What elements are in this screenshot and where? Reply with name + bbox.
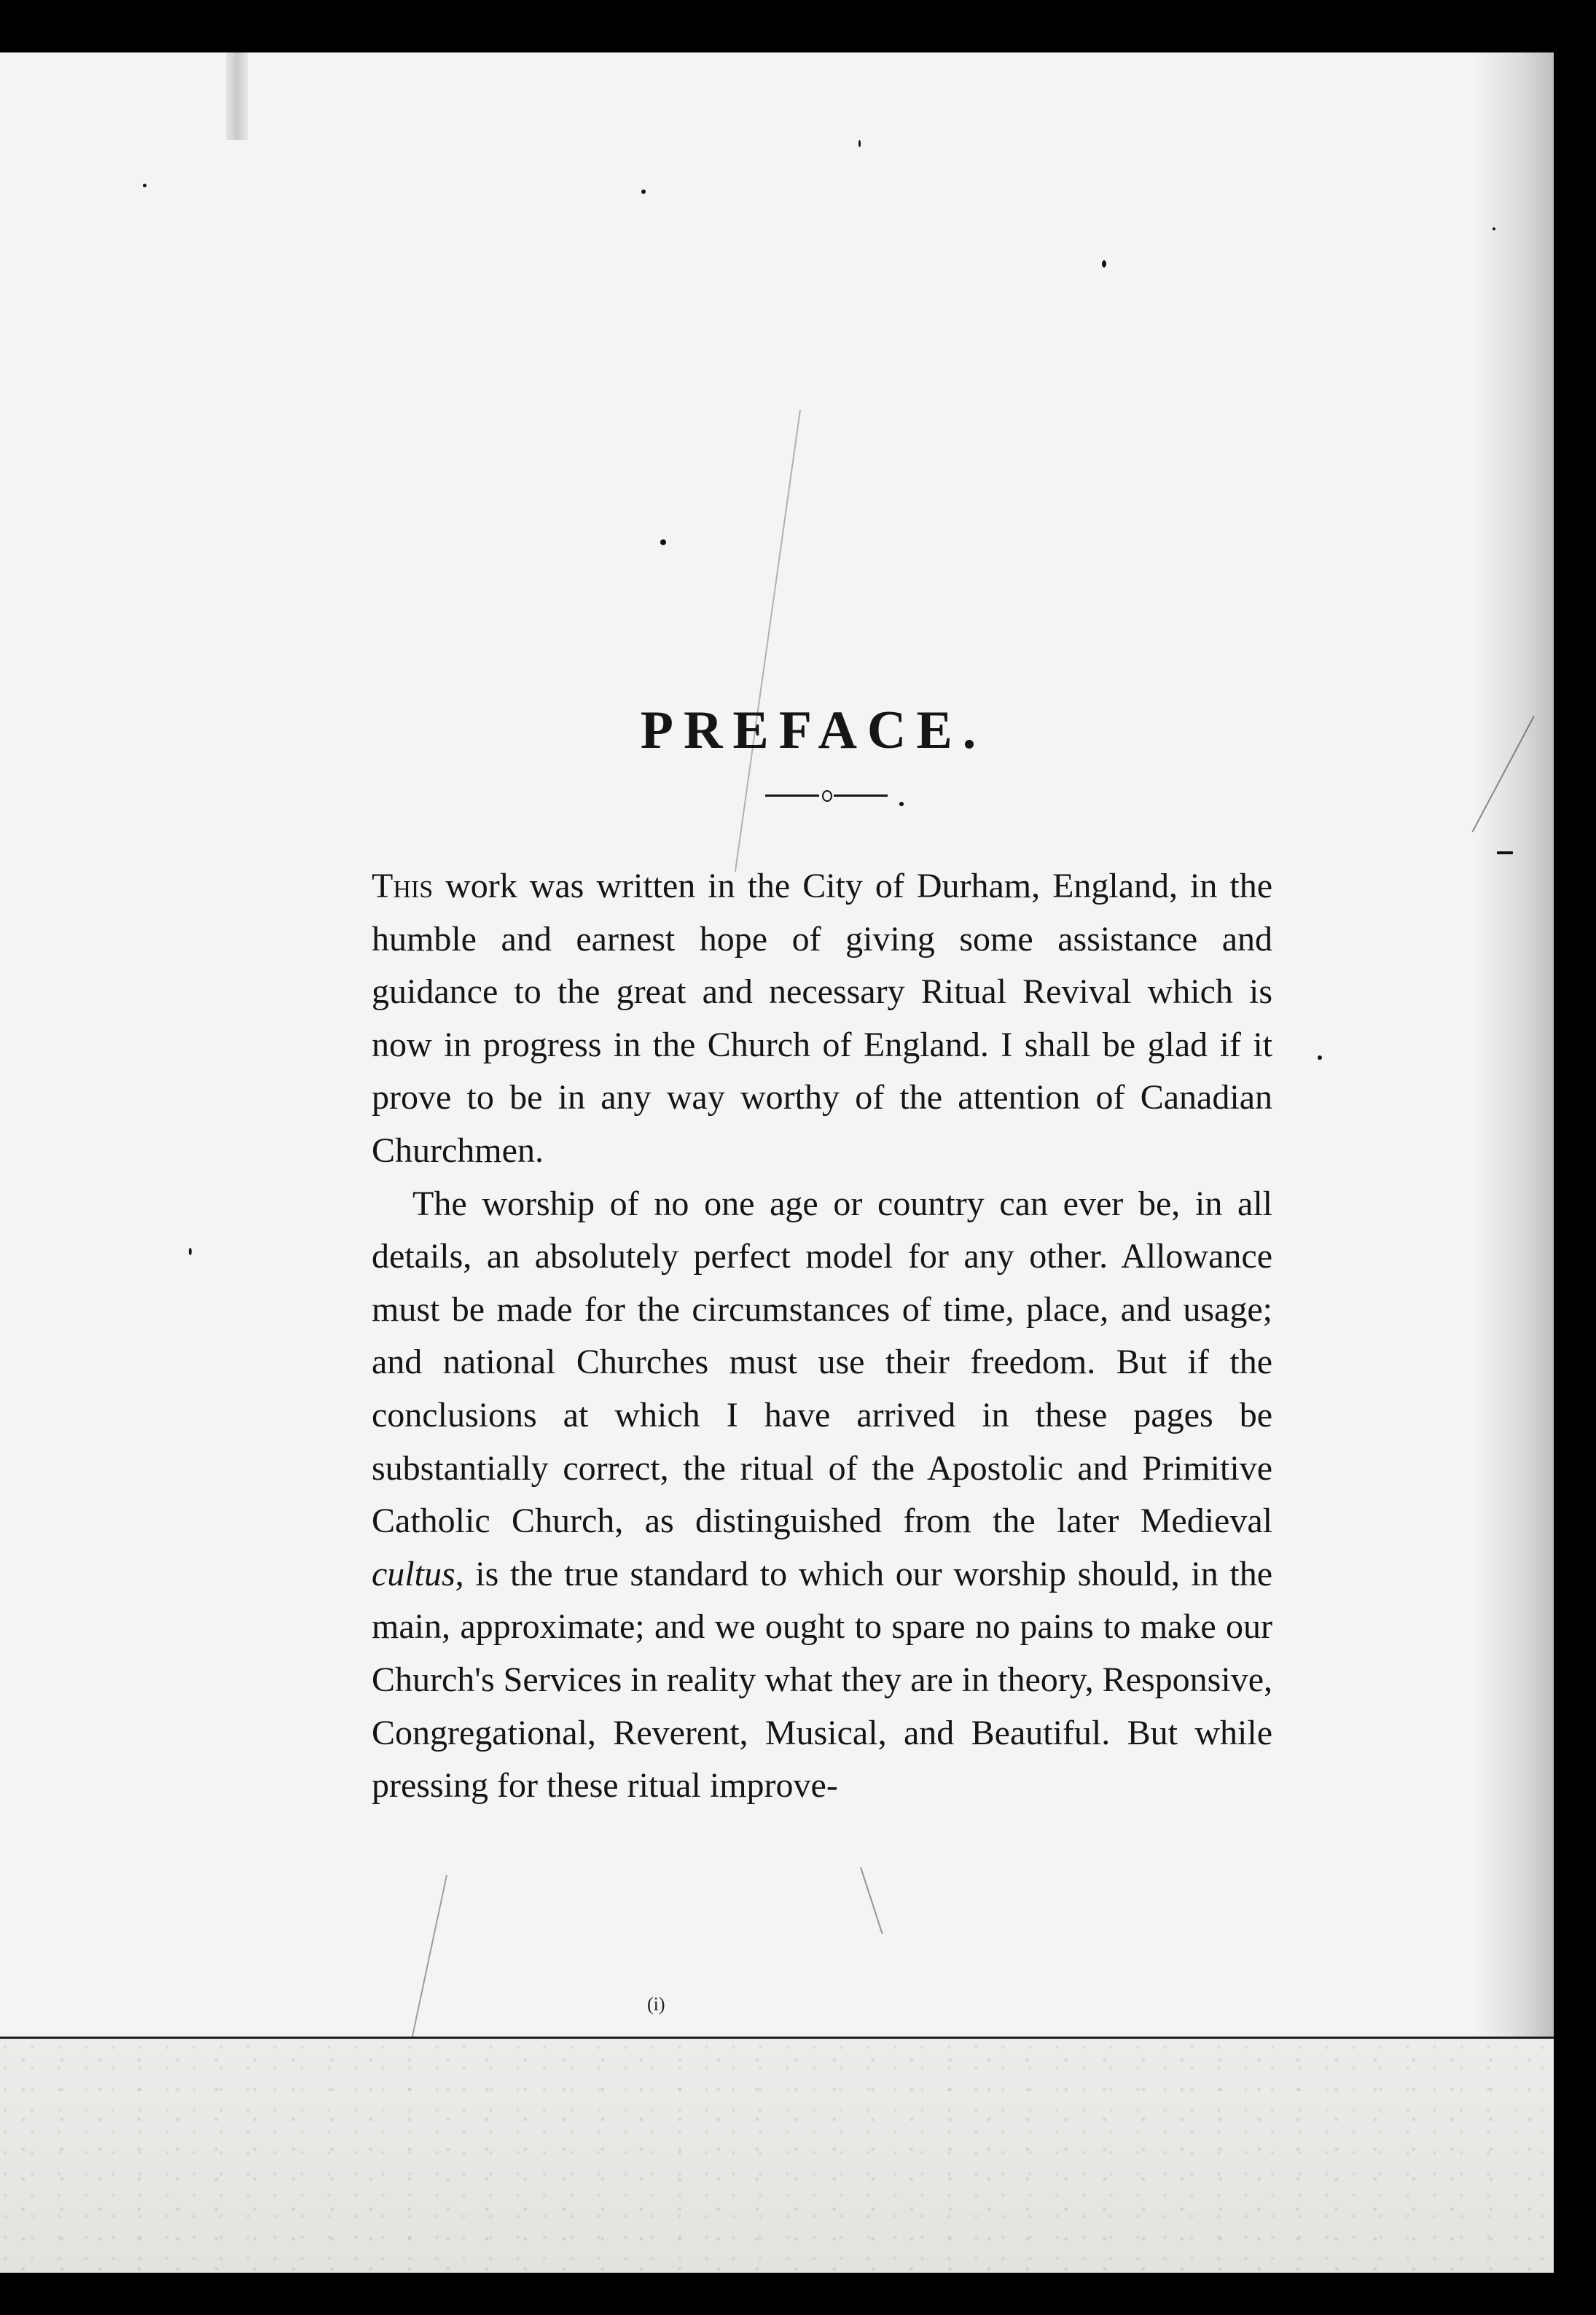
scan-speck	[641, 190, 646, 194]
scan-speck	[1493, 227, 1495, 230]
paragraph-1	[372, 860, 1272, 1178]
scan-scratch	[860, 1867, 883, 1934]
scanned-page	[0, 52, 1554, 2273]
paragraph-2-text-end: , is the true standard to which our worship should, in the main, approximate; and we ought to spare no pains to make our Church's Services in reality what they are in theory, Responsive, Congregational, Reverent, Musical, and Beautiful. But while pressing for these ritual improve-	[372, 1554, 1272, 1805]
scan-bottom-margin	[0, 2039, 1554, 2273]
body-text	[372, 860, 1272, 1813]
binding-shadow	[226, 52, 248, 140]
page-edge-shadow	[1474, 52, 1554, 2273]
scan-speck	[899, 802, 904, 806]
title-ornament-rule	[765, 790, 888, 800]
page-folio: (i)	[647, 1994, 665, 2015]
scan-speck	[1497, 851, 1513, 854]
page-title: PREFACE.	[640, 700, 987, 760]
scan-speck	[189, 1248, 192, 1255]
scan-speck	[1102, 260, 1106, 268]
scan-speck	[143, 184, 146, 187]
scan-speck	[858, 140, 861, 147]
scan-speck	[1318, 1055, 1322, 1060]
scan-scratch	[735, 410, 801, 872]
paragraph-1-text: work was written in the City of Durham, England, in the humble and earnest hope of giving some assistance and guidance to the great and necessary Ritual Revival which is now in progress in the Church of England. I shall be glad if it prove to be in any way worthy of the attention of Canadian Churchmen.	[372, 867, 1272, 1170]
scan-speck	[660, 539, 666, 545]
paragraph-lead-word: This	[372, 867, 434, 905]
italic-term: cultus	[372, 1554, 455, 1593]
paragraph-2	[372, 1178, 1272, 1813]
paragraph-2-text-start: The worship of no one age or country can ever be, in all details, an absolutely perfect model for any other. Allowance must be made for the circumstances of time, place, and usage; and national Churches must use their freedom. But if the conclusions at which I have arrived in these pages be substantially correct, the ritual of the Apostolic and Primitive Catholic Church, as distinguished from the later Medieval	[372, 1184, 1272, 1541]
